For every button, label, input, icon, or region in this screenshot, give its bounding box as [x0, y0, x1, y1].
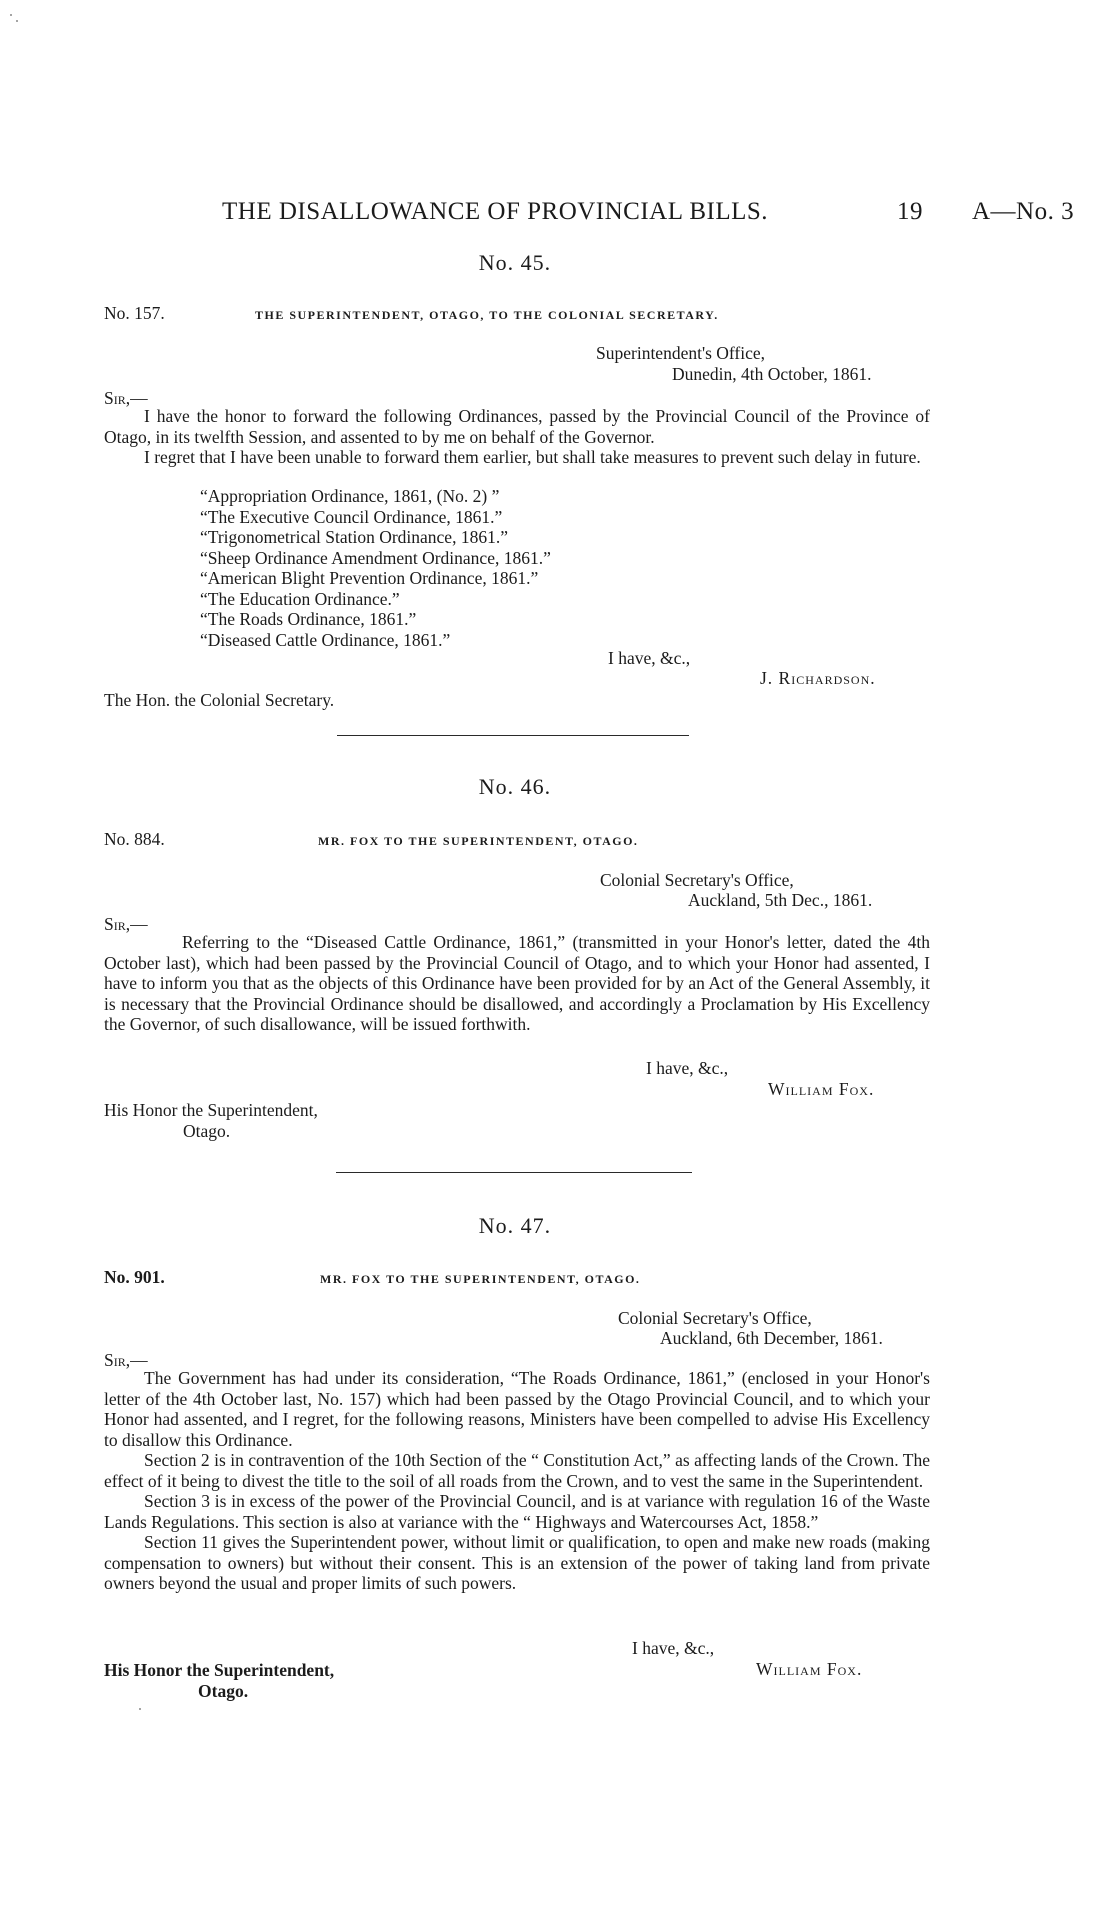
body-paragraph: Section 3 is in excess of the power of the Provincial Council, and is at variance with regulation 16 of the Waste Lands Regulations. This section is also at variance with the “ Highways and Watercourses Act, 1858.” [104, 1491, 930, 1532]
salutation: Sir,— [104, 914, 148, 934]
signature: William Fox. [768, 1079, 875, 1099]
sender-address-line2: Dunedin, 4th October, 1861. [672, 364, 872, 384]
ordinance-item: “The Roads Ordinance, 1861.” [200, 609, 417, 629]
letter-reference: No. 157. [104, 303, 165, 323]
scan-speck [16, 20, 18, 22]
ordinance-item: “American Blight Prevention Ordinance, 1861.” [200, 568, 539, 588]
addressee-line1: His Honor the Superintendent, [104, 1100, 318, 1120]
body-paragraph: Section 11 gives the Superintendent power, without limit or qualification, to open and make new roads (making compensation to owners) but without their consent. This is an extension of the power of taking land from private owners beyond the usual and proper limits of such powers. [104, 1532, 930, 1593]
letter-heading: No. 47. [478, 1213, 552, 1238]
letter-reference: No. 901. [104, 1267, 165, 1287]
letter-heading: No. 46. [478, 774, 552, 799]
letter-body [104, 932, 930, 1035]
body-paragraph: Section 2 is in contravention of the 10th Section of the “ Constitution Act,” as affecting lands of the Crown. The effect of it being to divest the title to the soil of all roads from the Crown, and to vest the same in the Superintendent. [104, 1450, 930, 1491]
closing: I have, &c., [608, 648, 691, 668]
letter-reference: No. 884. [104, 829, 165, 849]
ordinance-item: “The Education Ordinance.” [200, 588, 400, 609]
ordinance-item: “Sheep Ordinance Amendment Ordinance, 1861.” [200, 547, 551, 568]
signature: William Fox. [756, 1659, 863, 1679]
page-number: 19 [897, 198, 923, 225]
addressee-line1: The Hon. the Colonial Secretary. [104, 690, 335, 710]
scan-speck [139, 1708, 141, 1710]
ordinance-item: “The Executive Council Ordinance, 1861.” [200, 506, 503, 527]
addressee-line2: Otago. [198, 1681, 249, 1701]
sender-address-line2: Auckland, 6th December, 1861. [660, 1328, 883, 1348]
sender-address-line1: Superintendent's Office, [596, 343, 766, 363]
letter-subject: MR. FOX TO THE SUPERINTENDENT, OTAGO. [318, 834, 639, 848]
ordinance-item: “Appropriation Ordinance, 1861, (No. 2) ” [200, 486, 500, 506]
addressee-line1: His Honor the Superintendent, [104, 1660, 335, 1680]
letter-subject: THE SUPERINTENDENT, OTAGO, TO THE COLONIAL SECRETARY. [255, 308, 719, 322]
ordinance-item: “Trigonometrical Station Ordinance, 1861.” [200, 527, 508, 547]
ordinance-list [200, 486, 551, 650]
salutation: Sir,— [104, 388, 148, 408]
paper-reference: A—No. 3 [972, 198, 1075, 225]
letter-body [104, 406, 930, 468]
section-divider [336, 1172, 692, 1173]
letter-body [104, 1368, 930, 1594]
sender-address-line2: Auckland, 5th Dec., 1861. [688, 890, 873, 910]
salutation: Sir,— [104, 1350, 148, 1370]
body-paragraph: I regret that I have been unable to forward them earlier, but shall take measures to prevent such delay in future. [144, 447, 921, 467]
sender-address-line1: Colonial Secretary's Office, [618, 1308, 812, 1328]
letter-subject: MR. FOX TO THE SUPERINTENDENT, OTAGO. [320, 1272, 641, 1286]
ordinance-item: “Diseased Cattle Ordinance, 1861.” [200, 629, 451, 650]
scan-speck [10, 14, 12, 16]
section-divider [337, 735, 689, 736]
closing: I have, &c., [646, 1058, 729, 1078]
sender-address-line1: Colonial Secretary's Office, [600, 870, 794, 890]
body-paragraph: Referring to the “Diseased Cattle Ordinance, 1861,” (transmitted in your Honor's letter, dated the 4th October last), which had been passed by the Provincial Council of Otago, and to which your Honor had assented, I have to inform you that as the objects of this Ordinance have been provided for by an Act of the General Assembly, it is necessary that the Provincial Ordinance should be disallowed, and accordingly a Proclamation by His Excellency the Governor, of such disallowance, will be issued forthwith. [104, 932, 930, 1034]
signature: J. Richardson. [760, 668, 876, 688]
closing: I have, &c., [632, 1638, 715, 1658]
body-paragraph: The Government has had under its consideration, “The Roads Ordinance, 1861,” (enclosed in your Honor's letter of the 4th October last, No. 157) which had been passed by the Otago Provincial Council, and to which your Honor had assented, and I regret, for the following reasons, Ministers have been compelled to advise His Excellency to disallow this Ordinance. [104, 1368, 930, 1450]
letter-heading: No. 45. [478, 250, 552, 275]
page-header-title: THE DISALLOWANCE OF PROVINCIAL BILLS. [222, 198, 769, 225]
body-paragraph: I have the honor to forward the following Ordinances, passed by the Provincial Council of the Province of Otago, in its twelfth Session, and assented to by me on behalf of the Governor. [104, 406, 930, 447]
addressee-line2: Otago. [183, 1121, 231, 1141]
